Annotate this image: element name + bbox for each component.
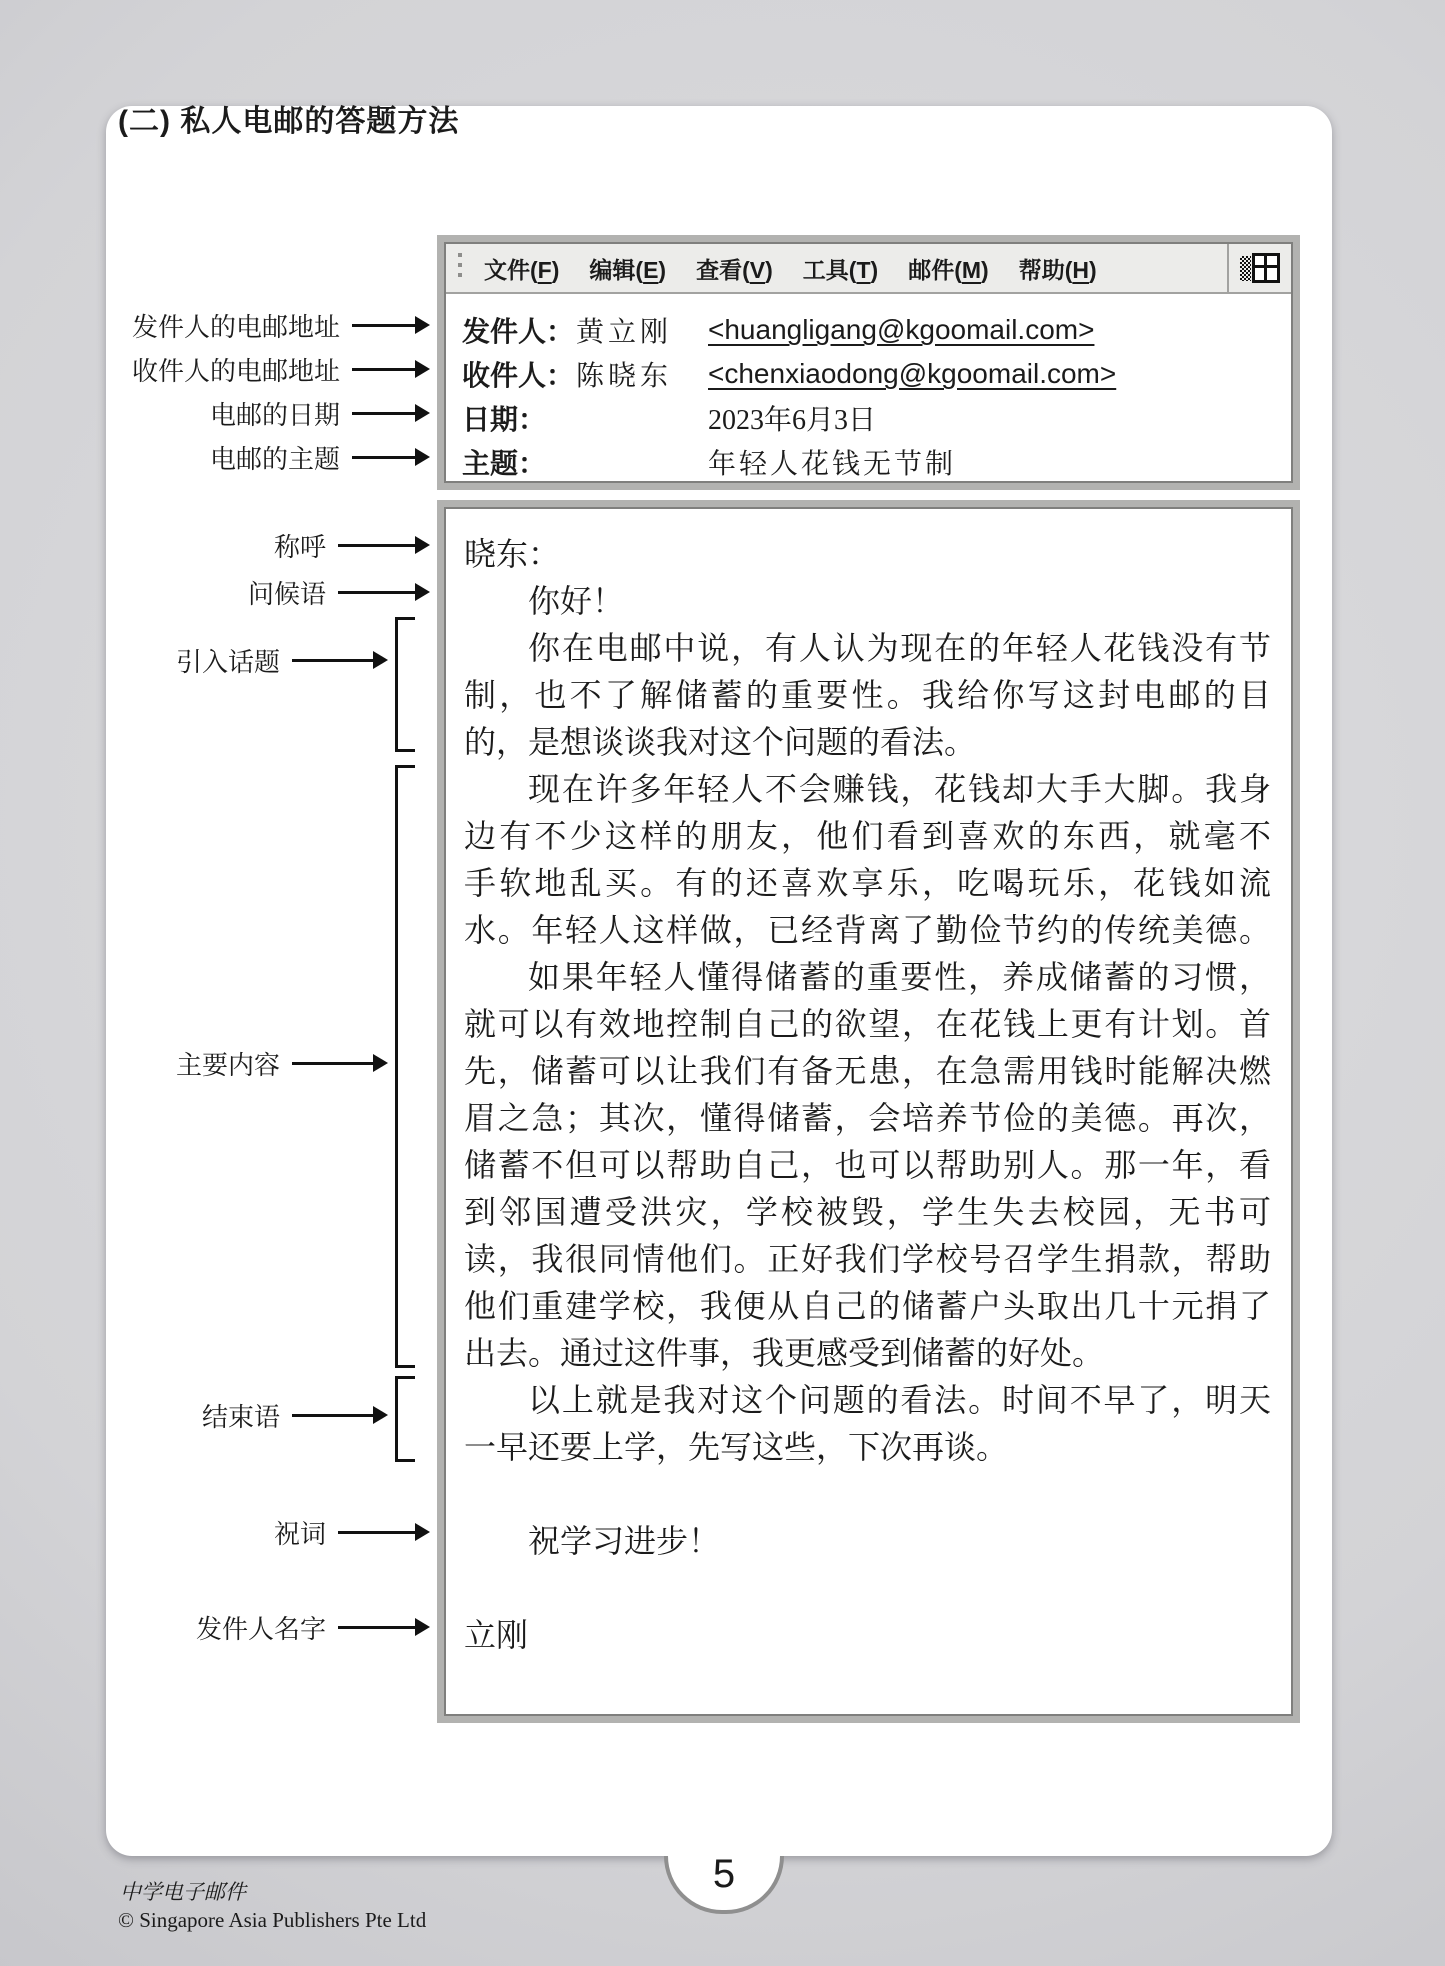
menu-item[interactable]	[908, 252, 989, 285]
subject-value: 年轻人花钱无节制	[708, 449, 957, 480]
from-name: 黄立刚	[576, 317, 673, 348]
annotation-label: 电邮的主题	[209, 443, 340, 474]
annotation-label: 问候语	[247, 578, 326, 609]
to-email[interactable]: <chenxiaodong@kgoomail.com>	[708, 358, 1117, 389]
menu-bar	[446, 244, 1291, 294]
letter-line: 出去。通过这件事，我更感受到储蓄的好处。	[464, 1335, 1105, 1371]
letter-line: 你好！	[528, 583, 625, 619]
date-value: 2023年6月3日	[708, 405, 877, 436]
arrow-right-icon	[352, 404, 430, 422]
intro-bracket	[395, 617, 415, 752]
page-number-badge	[664, 1852, 784, 1914]
arrow-right-icon	[352, 360, 430, 378]
menu-item-text: 文件(	[484, 256, 538, 283]
arrow-right-icon	[292, 651, 388, 669]
letter-line: 手软地乱买。有的还喜欢享乐，吃喝玩乐，花钱如流	[464, 865, 1271, 901]
annotation-subject	[100, 437, 430, 477]
annotation-label: 称呼	[273, 531, 326, 562]
arrow-right-icon	[292, 1406, 388, 1424]
letter-line: 的，是想谈谈我对这个问题的看法。	[464, 724, 977, 760]
menu-item-text: )	[551, 256, 560, 283]
arrow-right-icon	[352, 316, 430, 334]
page-title: (二) 私人电邮的答题方法	[118, 105, 460, 138]
arrow-right-icon	[292, 1054, 388, 1072]
menu-item-text: )	[765, 256, 773, 283]
annotation-salutation	[100, 525, 430, 565]
main-content-bracket	[395, 765, 415, 1368]
menu-item-text: )	[658, 256, 667, 283]
windows-logo-dither	[1240, 256, 1251, 281]
menu-item-text: 查看(	[696, 256, 750, 283]
annotation-label: 引入话题	[175, 646, 280, 677]
letter-line: 储蓄不但可以帮助自己，也可以帮助别人。那一年，看	[464, 1147, 1271, 1183]
letter-line: 先，储蓄可以让我们有备无患，在急需用钱时能解决燃	[464, 1053, 1271, 1089]
arrow-right-icon	[338, 536, 430, 554]
letter-line: 一早还要上学，先写这些，下次再谈。	[464, 1429, 1009, 1465]
annotation-main-content	[100, 1043, 388, 1083]
annotation-closing	[100, 1395, 388, 1435]
arrow-right-icon	[338, 1618, 430, 1636]
annotation-label: 收件人的电邮地址	[131, 355, 340, 386]
annotation-sender-name	[100, 1607, 430, 1647]
letter-line: 水。年轻人这样做，已经背离了勤俭节约的传统美德。	[464, 912, 1271, 948]
menu-logo-cell	[1227, 244, 1291, 292]
letter-line: 如果年轻人懂得储蓄的重要性，养成储蓄的习惯，	[528, 959, 1271, 995]
from-email[interactable]: <huangligang@kgoomail.com>	[708, 314, 1095, 345]
annotation-label: 结束语	[201, 1401, 280, 1432]
arrow-right-icon	[352, 448, 430, 466]
to-label: 收件人：	[462, 360, 575, 391]
menu-item-text: 编辑(	[589, 256, 644, 283]
menu-items	[484, 252, 1097, 285]
letter-line: 眉之急；其次，懂得储蓄，会培养节俭的美德。再次，	[464, 1100, 1271, 1136]
menu-item-mnemonic: H	[1072, 256, 1089, 283]
annotation-label: 电邮的日期	[209, 399, 340, 430]
menu-item-text: )	[870, 256, 879, 283]
to-row	[462, 352, 1291, 396]
footer-copyright: © Singapore Asia Publishers Pte Ltd	[118, 1908, 427, 1932]
menu-item[interactable]	[484, 252, 559, 285]
menu-item[interactable]	[696, 252, 773, 285]
letter-line: 你在电邮中说，有人认为现在的年轻人花钱没有节	[528, 630, 1271, 666]
letter-line	[464, 1471, 1271, 1518]
letter-line: 晓东：	[464, 536, 561, 572]
from-label: 发件人：	[462, 316, 575, 347]
footer-series-title: 中学电子邮件	[120, 1880, 246, 1904]
windows-logo-pane	[1252, 253, 1280, 283]
menu-item-text: )	[981, 256, 989, 283]
email-header-window	[444, 242, 1293, 483]
letter-line: 以上就是我对这个问题的看法。时间不早了，明天	[528, 1382, 1271, 1418]
page-number: 5	[712, 1852, 736, 1896]
letter-body	[446, 509, 1291, 1659]
arrow-right-icon	[338, 1523, 430, 1541]
menu-item-text: )	[1089, 256, 1097, 283]
subject-row	[462, 440, 1291, 484]
letter-line: 现在许多年轻人不会赚钱，花钱却大手大脚。我身	[528, 771, 1271, 807]
letter-line: 读，我很同情他们。正好我们学校号召学生捐款，帮助	[464, 1241, 1271, 1277]
letter-line	[464, 1565, 1271, 1612]
menu-item-mnemonic: E	[643, 256, 659, 283]
annotation-intro	[100, 640, 388, 680]
header-fields	[446, 294, 1291, 484]
annotation-wish	[100, 1512, 430, 1552]
letter-line: 就可以有效地控制自己的欲望，在花钱上更有计划。首	[464, 1006, 1271, 1042]
menu-item-text: 工具(	[802, 256, 857, 283]
menu-item-text: 帮助(	[1018, 256, 1073, 283]
windows-logo-icon	[1240, 253, 1280, 283]
annotation-date	[100, 393, 430, 433]
menu-item[interactable]	[803, 252, 878, 285]
annotation-to-address	[100, 349, 430, 389]
annotation-label: 主要内容	[175, 1049, 280, 1080]
annotation-label: 发件人的电邮地址	[131, 311, 340, 342]
date-row	[462, 396, 1291, 440]
subject-label: 主题：	[462, 448, 547, 479]
letter-line: 制，也不了解储蓄的重要性。我给你写这封电邮的目	[464, 677, 1271, 713]
closing-bracket	[395, 1376, 415, 1462]
letter-line: 到邻国遭受洪灾，学校被毁，学生失去校园，无书可	[464, 1194, 1271, 1230]
letter-line: 祝学习进步！	[528, 1523, 721, 1559]
annotation-label: 发件人名字	[195, 1613, 326, 1644]
letter-line: 边有不少这样的朋友，他们看到喜欢的东西，就毫不	[464, 818, 1271, 854]
menu-item-mnemonic: F	[537, 256, 552, 283]
from-row	[462, 308, 1291, 352]
annotation-greeting	[100, 572, 430, 612]
menu-item-mnemonic: V	[749, 256, 766, 283]
letter-line: 立刚	[464, 1617, 529, 1653]
menu-item[interactable]	[589, 252, 666, 285]
annotation-label: 祝词	[273, 1518, 326, 1549]
arrow-right-icon	[338, 583, 430, 601]
menu-item-text: 邮件(	[908, 256, 962, 283]
annotation-from-address	[100, 305, 430, 345]
menu-drag-handle[interactable]	[458, 253, 462, 283]
to-name: 陈晓东	[576, 361, 673, 392]
email-body-window	[444, 507, 1293, 1716]
menu-item-mnemonic: M	[961, 256, 982, 283]
menu-item-mnemonic: T	[856, 256, 871, 283]
letter-line: 他们重建学校，我便从自己的储蓄户头取出几十元捐了	[464, 1288, 1271, 1324]
menu-item[interactable]	[1019, 252, 1097, 285]
date-label: 日期：	[462, 404, 547, 435]
